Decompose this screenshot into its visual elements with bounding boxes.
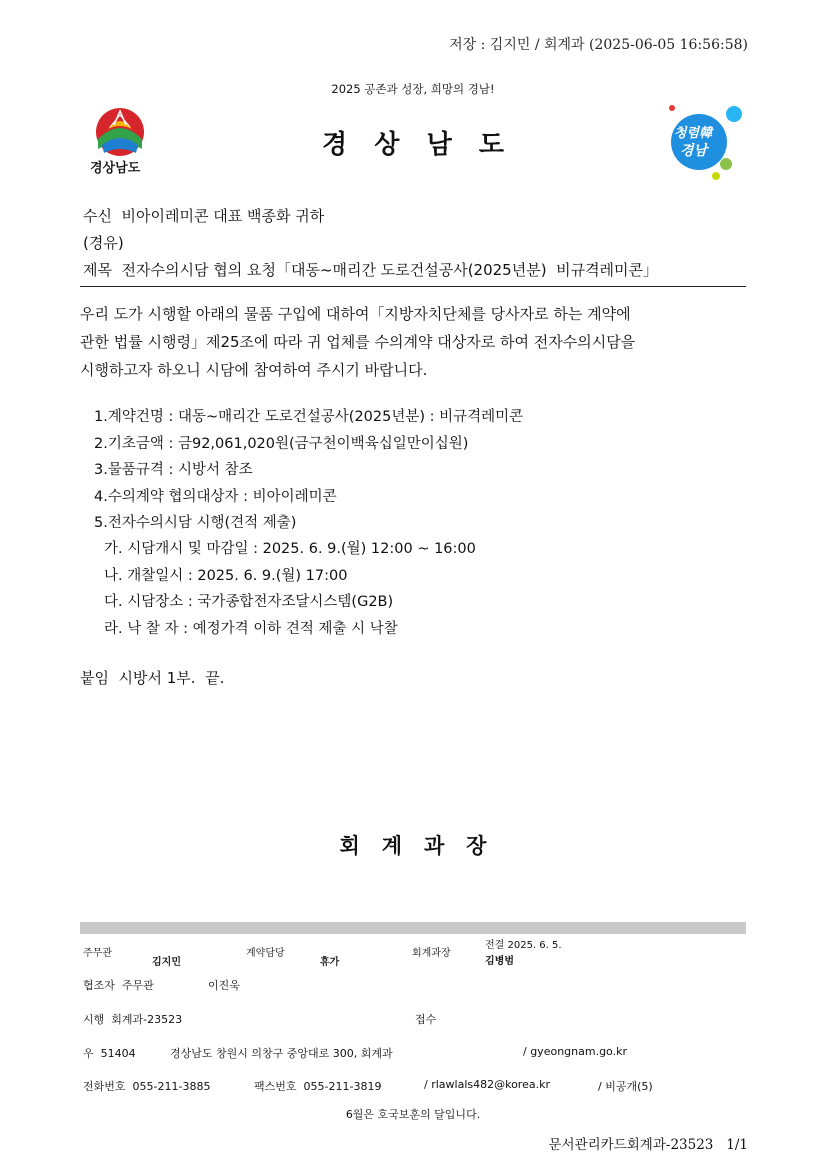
fax-line (254, 1078, 381, 1094)
recipient-name: 비아이레미콘 대표 백종화 귀하 (121, 207, 325, 225)
paragraph-line: 시행하고자 하오니 시담에 참여하여 주시기 바랍니다. (80, 361, 428, 379)
contract-role: 계약담당 (246, 948, 285, 959)
subject-divider (80, 286, 746, 287)
subject-text: 전자수의시담 협의 요청「대동~매리간 도로건설공사(2025년분) 비규격레미콘」 (121, 261, 659, 279)
list-item: 라. 낙 찰 자 : 예정가격 이하 견적 제출 시 낙찰 (104, 620, 398, 637)
via-line: (경유) (83, 234, 124, 252)
item-list (94, 404, 523, 537)
list-item: 3.물품규격 : 시방서 참조 (94, 462, 253, 478)
receipt-label: 접수 (415, 1013, 437, 1026)
recipient-line (83, 205, 324, 226)
fax-number: 055-211-3819 (303, 1080, 382, 1093)
drafter-role: 주무관 (83, 948, 112, 959)
coop-name: 이진욱 (208, 979, 240, 992)
subitem-list (104, 536, 476, 642)
drafter-name: 김지민 (152, 957, 181, 968)
logo-right-text-2: 경남 (680, 143, 708, 159)
fax-label: 팩스번호 (254, 1080, 297, 1093)
logo-left-text: 경상남도 (90, 161, 141, 176)
to-label: 수신 (83, 207, 112, 225)
paragraph-line: 우리 도가 시행할 아래의 물품 구입에 대하여「지방자치단체를 당사자로 하는 계약에 (80, 305, 631, 323)
paragraph-line: 관한 법률 시행령」제25조에 따라 귀 업체를 수의계약 대상자로 하여 전자수의시담을 (80, 333, 636, 351)
coop-role: 주무관 (121, 979, 154, 992)
list-item: 5.전자수의시담 시행(견적 제출) (94, 515, 297, 531)
list-item: 가. 시담개시 및 마감일 : 2025. 6. 9.(월) 12:00 ~ 16:00 (104, 541, 476, 557)
email-link[interactable]: / rlawlals482@korea.kr (424, 1078, 550, 1091)
postal-code: 우 51404 (83, 1047, 136, 1060)
exec-number: 회계과-23523 (111, 1013, 183, 1026)
chief-role: 회계과장 (412, 948, 451, 959)
list-item: 다. 시담장소 : 국가종합전자조달시스템(G2B) (104, 594, 394, 610)
logo-right-text-1: 청렴韓 (674, 126, 713, 141)
approval-bar (80, 922, 746, 934)
archive-stamp: 저장 : 김지민 / 회계과 (2025-06-05 16:56:58) (449, 37, 748, 53)
coop-label: 협조자 (83, 979, 115, 992)
integrity-logo (664, 100, 748, 184)
organization-title: 경 상 남 도 (322, 130, 504, 160)
sender-title: 회 계 과 장 (339, 834, 487, 858)
phone-number: 055-211-3885 (132, 1080, 211, 1093)
phone-label: 전화번호 (83, 1080, 126, 1093)
list-item: 2.기초금액 : 금92,061,020원(금구천이백육십일만이십원) (94, 435, 469, 452)
contract-status: 휴가 (320, 957, 340, 968)
doc-card-footer: 문서관리카드회계과-23523 1/1 (548, 1137, 748, 1153)
subject-label: 제목 (83, 261, 112, 279)
slogan: 2025 공존과 성장, 희망의 경남! (331, 82, 495, 96)
address: 경상남도 창원시 의창구 중앙대로 300, 회계과 (170, 1047, 393, 1060)
phone-line (83, 1078, 210, 1094)
list-item: 4.수의계약 협의대상자 : 비아이레미콘 (94, 488, 337, 505)
attachment-line: 붙임 시방서 1부. 끝. (80, 669, 225, 687)
monthly-motto: 6월은 호국보훈의 달입니다. (345, 1108, 481, 1121)
website-link[interactable]: / gyeongnam.go.kr (523, 1045, 627, 1058)
list-item: 1.계약건명 : 대동~매리간 도로건설공사(2025년분) : 비규격레미콘 (94, 409, 524, 425)
exec-label: 시행 (83, 1013, 105, 1026)
execution-line (83, 1011, 182, 1027)
body-paragraph (80, 300, 635, 384)
final-approval: 전결 2025. 6. 5. (485, 940, 562, 951)
disclosure: / 비공개(5) (598, 1080, 653, 1093)
list-item: 나. 개찰일시 : 2025. 6. 9.(월) 17:00 (104, 567, 348, 584)
chief-name: 김병범 (485, 956, 514, 967)
cooperation-line (83, 977, 154, 993)
subject-line (83, 259, 658, 280)
